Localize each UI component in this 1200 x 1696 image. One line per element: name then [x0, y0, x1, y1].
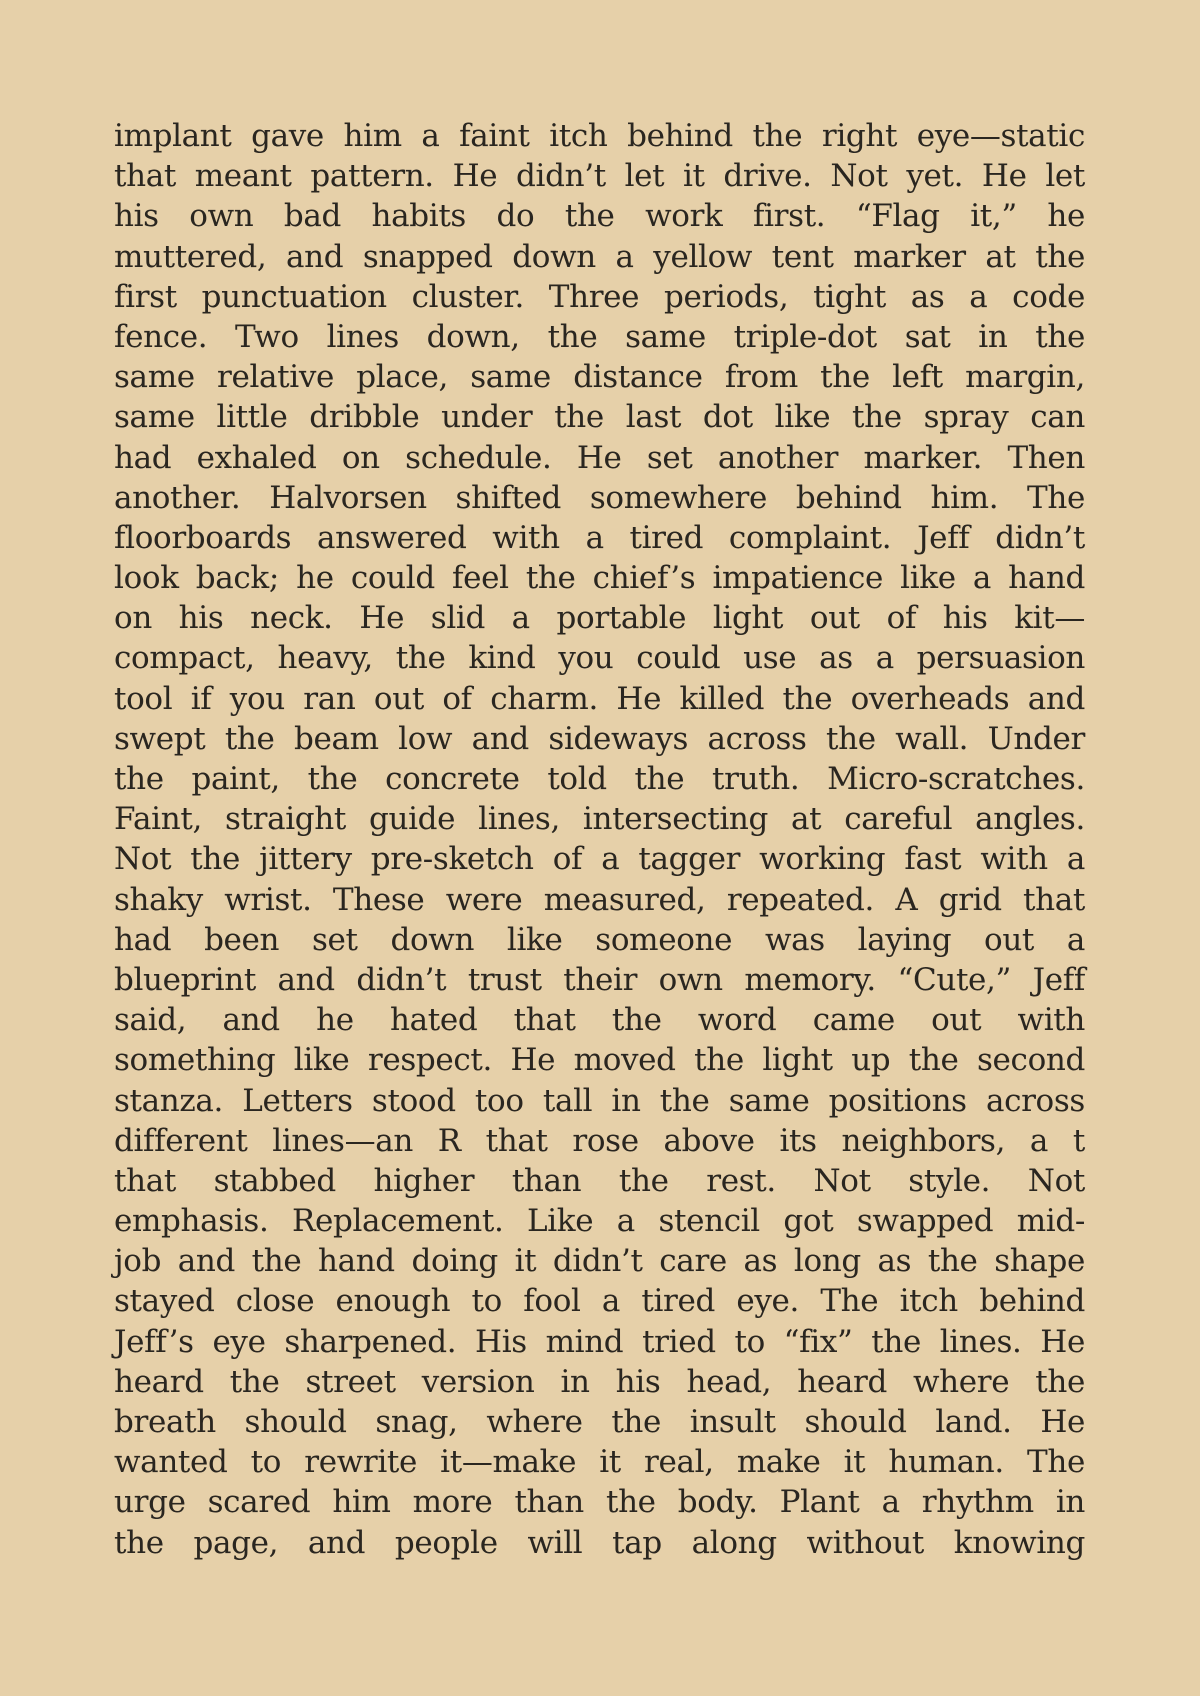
body-text: [114, 116, 1085, 1563]
text-line: floorboards answered with a tired complaint. Jeff didn’t: [114, 519, 1085, 556]
text-line: that stabbed higher than the rest. Not style. Not: [114, 1162, 1085, 1199]
text-line: had been set down like someone was laying out a: [114, 921, 1085, 958]
text-line: emphasis. Replacement. Like a stencil got swapped mid-: [114, 1203, 1085, 1240]
text-line: the paint, the concrete told the truth. Micro-scratches.: [114, 761, 1085, 797]
text-line: had exhaled on schedule. He set another marker. Then: [114, 439, 1085, 476]
text-line: shaky wrist. These were measured, repeated. A grid that: [114, 881, 1085, 918]
text-line: that meant pattern. He didn’t let it drive. Not yet. He let: [114, 158, 1085, 195]
text-line: urge scared him more than the body. Plant a rhythm in: [114, 1484, 1085, 1521]
text-line: wanted to rewrite it—make it real, make it human. The: [114, 1444, 1085, 1481]
text-line: on his neck. He slid a portable light out of his kit—: [114, 600, 1085, 637]
text-line: breath should snag, where the insult should land. He: [114, 1404, 1085, 1440]
text-line: compact, heavy, the kind you could use as a persuasion: [114, 640, 1085, 677]
text-line: muttered, and snapped down a yellow tent marker at the: [114, 238, 1085, 275]
text-line: heard the street version in his head, heard where the: [114, 1363, 1085, 1400]
text-line: tool if you ran out of charm. He killed the overheads and: [114, 680, 1085, 717]
text-line: stanza. Letters stood too tall in the same positions across: [114, 1082, 1085, 1119]
text-line: fence. Two lines down, the same triple-dot sat in the: [114, 318, 1085, 355]
text-line: stayed close enough to fool a tired eye. The itch behind: [114, 1283, 1085, 1320]
text-line: implant gave him a faint itch behind the right eye—static: [114, 118, 1085, 154]
text-line: job and the hand doing it didn’t care as long as the shape: [114, 1243, 1085, 1280]
text-line: Jeff’s eye sharpened. His mind tried to “fix” the lines. He: [114, 1323, 1085, 1360]
text-line: something like respect. He moved the light up the second: [114, 1042, 1085, 1079]
text-line: same little dribble under the last dot like the spray can: [114, 399, 1085, 436]
text-line: blueprint and didn’t trust their own memory. “Cute,” Jeff: [114, 961, 1085, 998]
text-line: said, and he hated that the word came out with: [114, 1002, 1085, 1039]
text-line: same relative place, same distance from the left margin,: [114, 359, 1085, 396]
text-line: another. Halvorsen shifted somewhere behind him. The: [114, 479, 1085, 516]
text-line: look back; he could feel the chief’s impatience like a hand: [114, 560, 1085, 597]
text-line: swept the beam low and sideways across the wall. Under: [114, 720, 1085, 757]
text-line: the page, and people will tap along without knowing: [114, 1524, 1085, 1561]
text-line: Faint, straight guide lines, intersecting at careful angles.: [114, 801, 1085, 838]
text-line: Not the jittery pre-sketch of a tagger working fast with a: [114, 841, 1085, 878]
text-line: different lines—an R that rose above its neighbors, a t: [114, 1122, 1085, 1159]
text-line: his own bad habits do the work first. “Flag it,” he: [114, 198, 1085, 235]
text-line: first punctuation cluster. Three periods, tight as a code: [114, 278, 1085, 315]
